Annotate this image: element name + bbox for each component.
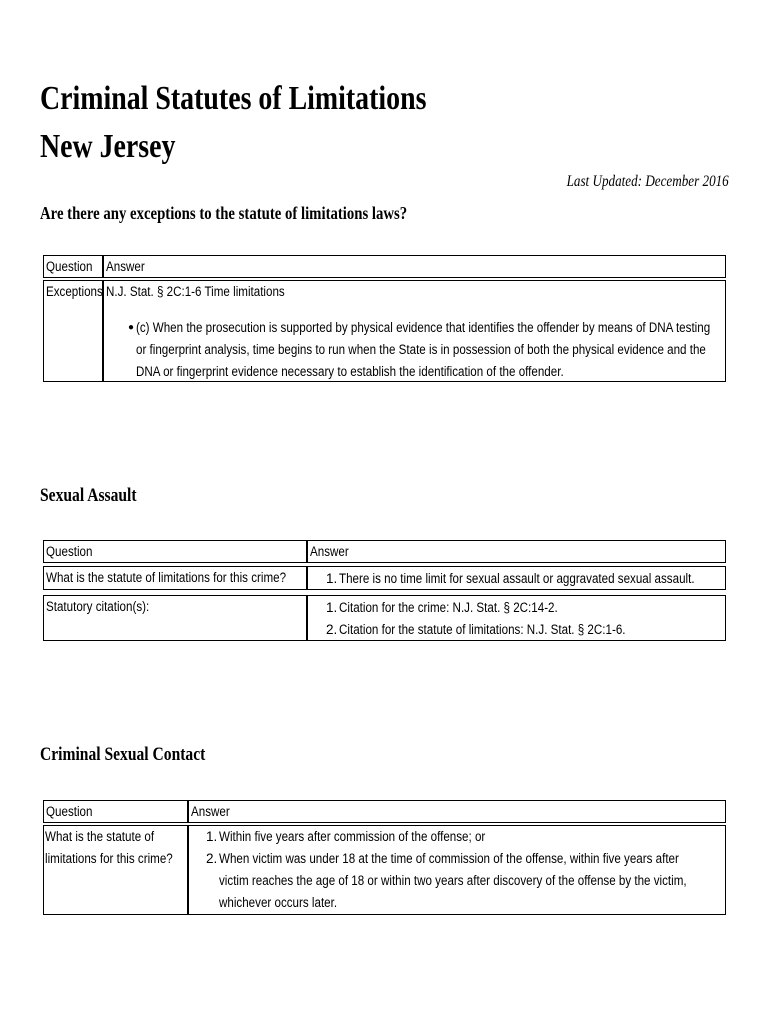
list-number: 2. bbox=[326, 622, 338, 637]
list-number: 1. bbox=[326, 571, 338, 586]
last-updated-date: Last Updated: December 2016 bbox=[566, 173, 729, 190]
list-item: Within five years after commission of the offense; or bbox=[219, 829, 486, 844]
answer-text-line: or fingerprint analysis, time begins to run when the State is in possession of both the physical evidence and the bbox=[136, 342, 706, 357]
answer-text-line: (c) When the prosecution is supported by physical evidence that identifies the offender by means of DNA testing bbox=[136, 320, 711, 335]
list-item: There is no time limit for sexual assault or aggravated sexual assault. bbox=[339, 571, 695, 586]
header-cell-question: Question bbox=[43, 800, 188, 823]
exceptions-heading: Are there any exceptions to the statute of limitations laws? bbox=[40, 203, 408, 223]
answer-text-line: DNA or fingerprint evidence necessary to establish the identification of the offender. bbox=[136, 364, 564, 379]
header-cell-answer: Answer bbox=[188, 800, 726, 823]
answer-cell: N.J. Stat. § 2C:1-6 Time limitations bbox=[103, 280, 726, 382]
list-number: 2. bbox=[206, 851, 218, 866]
page-title: Criminal Statutes of Limitations bbox=[40, 80, 427, 117]
bullet-icon: ● bbox=[128, 322, 135, 333]
header-cell-question: Question bbox=[43, 255, 103, 278]
list-item: Citation for the crime: N.J. Stat. § 2C:14-2. bbox=[339, 600, 558, 615]
question-cell: Statutory citation(s): bbox=[43, 595, 307, 641]
list-number: 1. bbox=[326, 600, 338, 615]
list-item: Citation for the statute of limitations: N.J. Stat. § 2C:1-6. bbox=[339, 622, 626, 637]
header-cell-question: Question bbox=[43, 540, 307, 563]
question-cell: What is the statute of limitations for this crime? bbox=[43, 566, 307, 590]
header-cell-answer: Answer bbox=[103, 255, 726, 278]
header-cell-answer: Answer bbox=[307, 540, 726, 563]
list-number: 1. bbox=[206, 829, 218, 844]
list-item: When victim was under 18 at the time of commission of the offense, within five years after bbox=[219, 851, 679, 866]
question-text-line: What is the statute of bbox=[45, 829, 155, 844]
section-heading-criminal-sexual-contact: Criminal Sexual Contact bbox=[40, 744, 206, 765]
page-title-state: New Jersey bbox=[40, 128, 176, 165]
question-cell: Exceptions bbox=[43, 280, 103, 382]
list-item-continuation: whichever occurs later. bbox=[219, 895, 338, 910]
question-text-line: limitations for this crime? bbox=[45, 851, 173, 866]
list-item-continuation: victim reaches the age of 18 or within two years after discovery of the offense by the victim, bbox=[219, 873, 687, 888]
section-heading-sexual-assault: Sexual Assault bbox=[40, 485, 137, 506]
